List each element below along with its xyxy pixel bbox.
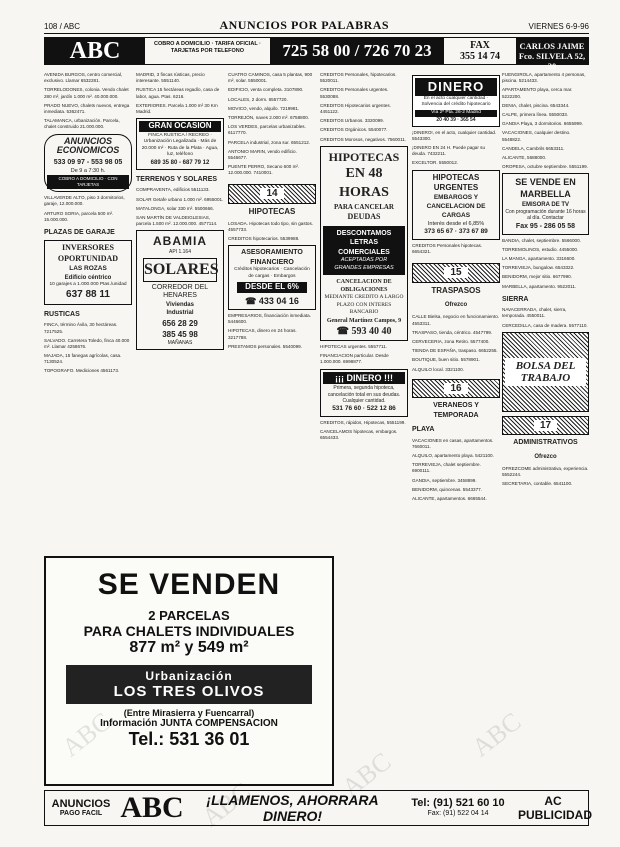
section-15-banner [412,263,500,283]
abamia-phone-1: 656 28 29 [162,318,198,328]
bolsa-trabajo-title: BOLSA DEL TRABAJO [505,358,586,386]
list-item: DENIA, chalet, piscina. 6543344. [502,102,570,108]
list-item: MARBELLA, apartamento. 9522011. [502,283,577,289]
ofrezco-label: Ofrezco [444,302,468,309]
list-item: TORRELODONES, colonia. Vendo chalet 280 m², jardín 1.000 m². 40.000.000. [44,87,129,99]
bolsa-trabajo-banner [502,332,589,412]
ofrezco-label-6: Ofrezco [534,453,557,460]
anuncios-phone: 533 09 97 - 553 98 05 [53,159,123,167]
black-line-2: LETRAS [350,239,378,247]
list-item: CERVECERIA, zona Retiro. 5577400. [412,339,490,345]
asesoramiento-phone-number: 433 04 16 [258,295,299,306]
hip48-phone-number: 593 40 40 [351,325,392,337]
list-item: CREDITOS Morosos, negativos. 7560011. [320,136,407,142]
list-item: ALICANTE, 5688000. [502,154,547,160]
list-item: ¡DINERO!, en el acto, cualquier cantidad. 5543300. [412,129,497,141]
list-item: MAJADA, 15 fanegas agrícolas, casa. 7130524. [44,353,122,365]
list-item: APARTAMENTO playa, cerca mar. 5222200. [502,87,573,99]
abamia-feature-2: Industrial [166,309,194,316]
traspasos-heading: TRASPASOS [431,285,481,295]
list-item: BANDIA, chalet, septiembre. 5566000. [502,237,581,243]
list-item: CREDITOS Orgánicos. 5540077. [320,127,388,133]
dinero-phones: 531 76 60 · 522 12 86 [332,405,396,413]
footer-fax: Fax: (91) 522 04 14 [427,810,489,818]
dinero-logo: DINERO [415,78,497,96]
list-item: MOVICO, vendo, alquilo. 7219981. [228,105,300,111]
column-5 [412,72,500,505]
hipotecas-urgentes-box [412,170,500,240]
abamia-feature-1: Viviendas [166,301,194,308]
phone-icon: ☎ [245,295,259,306]
section-16-banner [412,379,500,399]
footer-anuncios-label: ANUNCIOS [51,798,111,811]
asesoramiento-phone [231,295,313,307]
list-item: SALVADO. Carretera Toledo, finca 40.000 m². Llamar 4258676. [44,337,130,349]
column-1 [44,72,132,378]
banner-line-4: 877 m² y 549 m² [129,639,249,656]
list-item: AVENIDA BURGOS, centro comercial, exclusivo. Llamar 6532281. [44,72,123,84]
banner-urb-1: Urbanización [145,669,233,683]
list-item: OROPESA, octubre septiembre. 5551199. [502,164,588,170]
footer-abc-logo: ABC [120,791,184,824]
section-title: ANUNCIOS POR PALABRAS [219,18,390,32]
list-item: CREDITOS, rápidos, Hipotecas, 5551199. [320,419,406,425]
marbella-title: SE VENDE EN MARBELLA [515,177,576,200]
list-item: PARCELA industrial, zona sur. 6551212. [228,139,311,145]
list-item: HIPOTECAS urgentes. 5557711. [320,344,388,350]
hip48-line-7: MEDIANTE CREDITO A LARGO PLAZO CON INTERES BANCARIO [324,294,404,316]
list-item: VACACIONES en casas, apartamentos. 7660011. [412,437,494,449]
gran-ocasion-phone: 689 35 80 - 687 79 12 [150,159,210,166]
list-item: TOPOGRAFO. Mediciones 4561173. [44,368,120,374]
administrativos-heading: ADMINISTRATIVOS [513,439,578,447]
list-item: MADRID, 3 fincas rústicas, precio interesante. 5551140. [136,72,205,84]
abamia-box [136,230,224,350]
list-item: VACACIONES, cualquier destino. 5548822. [502,130,571,142]
list-item: MATALONGA, solar 330 m². 5500666. [136,205,214,211]
list-item: CANCELAMOS hipotecas, embargos. 6554433. [320,429,398,441]
list-item: ALQUILO local. 3321100. [412,366,465,372]
masthead-fax [444,38,516,64]
hip48-line-6: CANCELACION DE OBLIGACIONES [336,279,392,294]
banner-line-7: Tel.: 531 36 01 [128,729,250,749]
list-item: ANTONIO MARIN, vendo edificio. 5546677. [228,148,297,160]
column-2 [136,72,224,353]
dinero-text: Primera, segunda hipoteca, cancelación total en sus deudas. Cualquier cantidad. [327,384,401,405]
dinero-logo-text: En el acto cualquier cantidad · Solvencia del crédito hipotecario [421,95,491,108]
masthead [44,37,589,72]
list-item: PUENTE PERRO, Secano 600 m². 12.000.000. 7410001. [228,164,300,176]
list-item: TORREVIEJA, bungalow. 6543322. [502,265,575,271]
section-playa: PLAYA [412,426,435,434]
section-16-number: 16 [444,383,467,394]
banner-urb-2: LOS TRES OLIVOS [113,683,265,700]
fax-label: FAX [470,40,490,51]
masthead-info: COBRO A DOMICILIO · TARIFA OFICIAL · TARJETAS POR TELEFONO [153,41,262,55]
list-item: TIENDA DE ESPAÑA, traspaso. 6652255. [412,348,498,354]
hip48-line-4: PARA CANCELAR [334,202,394,211]
abamia-corredor: CORREDOR DEL HENARES [151,283,209,300]
list-item: LA MANGA, apartamento. 3316600. [502,255,576,261]
masthead-phones: 725 58 00 / 726 70 23 [270,38,444,64]
list-item: CUATRO CAMINOS, casa 5 plantas, 900 m², solar. 5550001. [228,72,313,84]
footer-slogan: ¡LLAMENOS, AHORRARA DINERO! [206,792,379,824]
section-rusticas: RUSTICAS [44,310,80,318]
list-item: LOS VERDES, parcelas urbanizables. 6117770. [228,124,306,136]
anuncios-economicos-box [44,134,132,193]
dinero-logo-address: Vía 2ª Pta. 26-2 Madrid [415,110,497,116]
list-item: EDIFICIO, venta completa. 3107890. [228,87,304,93]
list-item: SAN MARTÍN DE VALDEIGLESIAS, parcela 1.500 m². 12.000.000. 4577114. [136,214,218,227]
abc-logo: ABC [45,38,145,64]
office-box [516,38,588,72]
list-item: CREDITOS Personales urgentes. 5530088. [320,87,389,99]
list-item: BENIDORM, quincenas. 5543377. [412,486,482,492]
hip-urg-rate: Interés desde el 6,85% [427,220,485,227]
list-item: EXCELTOR. 5550012. [412,160,459,166]
list-item: EMPRESARIOS, financiación inmediata. 5446600. [228,313,311,325]
hip-urg-sub: EMBARGOS Y CANCELACION DE CARGAS [426,194,486,219]
list-item: EXTERIORES. Parcela 1.000 m² 30 Km Madrid. [136,102,218,114]
section-terrenos: TERRENOS Y SOLARES [136,175,218,183]
list-item: CALLE Bielsa, negocio en funcionamiento. 4553311. [412,314,500,326]
banner-line-3: PARA CHALETS INDIVIDUALES [83,623,295,639]
gran-ocasion-box [136,118,224,170]
list-item: TALAMANCA, urbanización. Parcela, chalet construido 21.000.000. [44,118,120,130]
abamia-api: API 1.164 [169,249,191,256]
hip48-line-8: General Martínez Campos, 9 [326,317,402,324]
asesoramiento-rate: DESDE EL 6% [237,282,307,293]
abamia-hours: MAÑANAS [167,340,193,347]
list-item: TORREVIEJA, chalet septiembre. 6900111. [412,462,481,474]
abamia-phone-2: 385 45 98 [162,329,198,339]
anuncios-note: COBRO A DOMICILIO · CON TARJETAS [47,175,129,189]
black-line-1: DESCONTAMOS [336,229,392,237]
footer-ad [44,790,592,826]
hip48-line-1: HIPOTECAS [328,149,400,164]
office-name: CARLOS JAIME [519,41,585,51]
anuncios-hours: De 9 a 7:30 h. [70,167,106,174]
banner-headline: SE VENDEN [97,568,281,601]
hip48-phone [323,325,405,339]
abamia-title: ABAMIA [153,234,207,249]
page-header [44,18,589,34]
list-item: CALPE, primera línea. 5550033. [502,111,569,117]
list-item: ARTURO SORIA, parcela 500 m². 15.000.000. [44,210,114,222]
hip48-line-3: HORAS [339,184,389,200]
list-item: CREDITOS hipotecarios. 5539988. [228,236,300,242]
section-17-number: 17 [534,420,557,431]
newspaper-page [44,18,592,828]
footer-pago: PAGO FACIL [59,810,103,818]
list-item: TORREJÓN, naves 2.000 m². 6758800. [228,114,310,120]
abc-watermark: ABC [466,706,527,763]
black-line-3: COMERCIALES [338,248,390,256]
banner-urbanizacion [66,665,312,704]
inversores-phone: 637 88 11 [66,289,110,301]
footer-brand: AC PUBLICIDAD [518,794,592,822]
abc-watermark: ABC [196,776,257,833]
column-3 [228,72,316,353]
list-item: ALQUILO, apartamento playa. 5421100. [412,452,494,458]
hip48-line-2: EN 48 [345,165,383,181]
marbella-phone: Fax 95 - 286 05 58 [515,223,576,231]
list-item: COMPRAVENTA, edificios 5511133. [136,187,210,193]
asesoramiento-box [228,245,316,310]
list-item: PRADO NUEVO, chalets nuevos, entrega inmediata. 5362471. [44,102,130,114]
list-item: BENIDORM, mejor sitio. 6677990. [502,274,572,280]
list-item: CANDELA, Cambrils 6653311. [502,145,565,151]
list-item: FINANCIACION particular. Desde 1.000.000. 6998877. [320,353,389,365]
list-item: FUENGIROLA, apartamento 4 personas, piscina. 5214433. [502,72,586,84]
section-sierra: SIERRA [502,295,529,303]
section-14-banner [228,184,316,204]
banner-line-5: (Entre Mirasierra y Fuencarral) [123,708,255,718]
list-item: LOSADA. Hipotecas todo tipo, sin gastos. 4557733. [228,220,314,232]
black-line-5: GRANDES EMPRESAS [334,264,394,271]
gran-ocasion-title: GRAN OCASION [139,121,221,132]
dinero-logo-box [412,75,500,127]
footer-tel: Tel: (91) 521 60 10 [411,797,505,810]
page-date: VIERNES 6-9-96 [528,22,589,31]
anuncios-title: ANUNCIOS ECONOMICOS [56,135,120,156]
abamia-solares: SOLARES [143,258,217,282]
list-item: CREDITOS Hipotecarios urgentes. 4451122. [320,102,391,114]
list-item: PRESTAMOS personales. 5540099. [228,343,302,349]
footer-anuncios [45,798,117,818]
abc-watermark: ABC [336,746,397,803]
inversores-title: INVERSORES OPORTUNIDAD [57,243,119,264]
marbella-box [502,173,589,234]
inversores-text: Edificio céntrico [64,274,112,281]
black-line-4: ACEPTADAS POR [340,257,388,264]
column-4 [320,72,408,444]
hipotecas-heading: HIPOTECAS [248,206,296,216]
list-item: VILLAVERDE ALTO, piso 3 dormitorios, garaje, 12.000.000. [44,195,125,207]
asesoramiento-title: ASESORAMIENTO FINANCIERO [241,249,303,266]
list-item: SECRETARIA, contable. 6541100. [502,481,573,487]
column-6 [502,72,589,490]
list-item: LOCALES, 2 dorm. 6557720. [228,96,288,102]
list-item: GANDIA, septiembre. 3458899. [412,477,477,483]
dinero-logo-phone: 20 40 39 · 365 54 [436,116,476,123]
veraneos-heading: VERANEOS Y TEMPORADA [433,402,479,419]
hipotecas-48-box [320,146,408,341]
fax-number: 355 14 74 [460,51,500,62]
marbella-text: Con programación durante 16 horas al día. Contactar [505,208,586,222]
parcelas-banner [44,556,334,786]
list-item: BOUTIQUE, buen sitio. 5578901. [412,357,480,363]
list-item: SOLAR Getafe urbano 1.000 m². 6955001. [136,196,224,202]
list-item: GANDIA Playa, 3 dormitorios. 6655999. [502,121,583,127]
hip-urg-phones: 373 65 67 · 373 67 89 [424,227,488,235]
descontamos-block [323,226,405,275]
section-15-number: 15 [444,267,467,278]
inversores-place: LAS ROZAS [69,265,107,273]
office-address: Fco. SILVELA 52, 30 [518,51,586,72]
gran-ocasion-text: FINCA RUSTICA / RECREO · Urbanización Legalizada · Más de 20.000 m² · Ruta de la Plata · Agua, luz, teléfono [141,132,219,158]
list-item: HIPOTECAS, dinero en 24 horas. 3217788. [228,328,297,340]
list-item: CREDITOS Personales hipotecas. 6654321. [412,242,483,254]
list-item: TORREMOLINOS, estudio. 4455000. [502,246,579,252]
banner-line-2: 2 PARCELAS [148,608,230,623]
footer-contact [398,797,518,819]
hip-urg-title: HIPOTECAS URGENTES [432,172,480,193]
section-plazas-garaje: PLAZAS DE GARAJE [44,229,115,237]
list-item: CREDITOS Urbanos. 3320099. [320,118,385,124]
marbella-sub: EMISORA DE TV [521,201,570,208]
list-item: OFREZCOME administrativa, experiencia. 5552244. [502,465,589,477]
list-item: CREDITOS Personales, hipotecarios. 5520011. [320,72,397,84]
list-item: ¡DINERO EN 24 H. Puede pagar su deuda. 7432211. [412,145,486,157]
inversores-detail: 10 garajes a 1.000.000 Ptas./unidad [49,281,127,287]
section-14-number: 14 [260,188,283,199]
banner-line-6: Información JUNTA COMPENSACION [100,718,278,729]
asesoramiento-text: Créditos hipotecarios · Cancelación de cargas · Embargos [234,267,310,279]
list-item: CERCEDILLA, casa de madera. 5577110. [502,322,588,328]
list-item: FINCA, término Ávila, 30 hectáreas. 7217525. [44,322,118,334]
list-item: TRASPASO, tienda, céntrico. 4547799. [412,329,493,335]
dinero-title: ¡¡¡ DINERO !!! [323,372,405,384]
inversores-box [44,240,132,304]
dinero-box [320,369,408,417]
phone-icon: ☎ [336,325,352,337]
page-ref: 108 / ABC [44,22,81,31]
section-17-banner [502,416,589,436]
list-item: ALICANTE, apartamentos. 6665544. [412,495,487,501]
list-item: RUSTICA 15 hectáreas regadío, casa de labor, agua. Ptas. 6216. [136,87,220,99]
hip48-line-5: DEUDAS [347,212,381,222]
list-item: NAVACERRADA, chalet, sierra, temporada. 4550011. [502,307,567,319]
